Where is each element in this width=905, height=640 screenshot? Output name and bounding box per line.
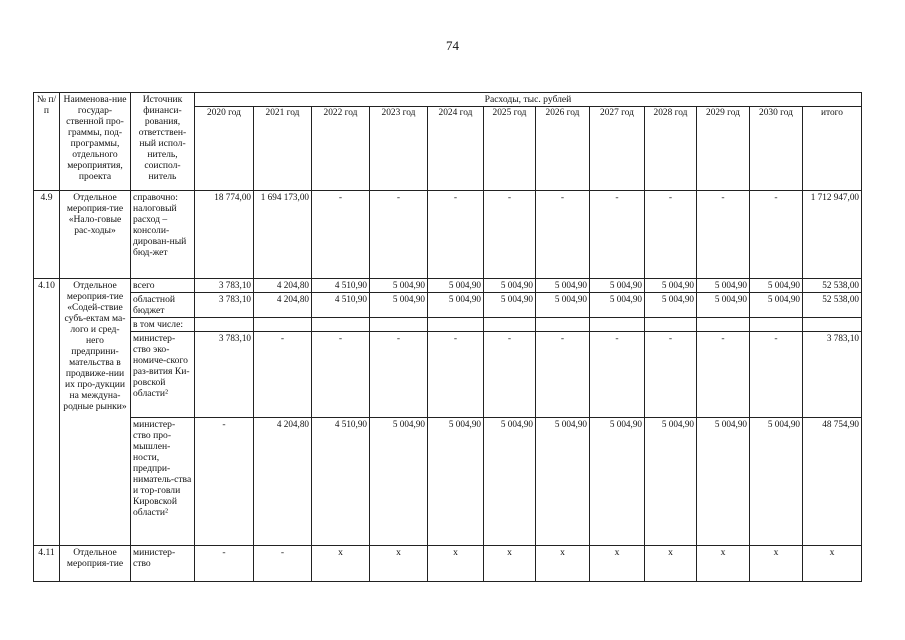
value-cell: - [195, 418, 254, 546]
value-cell: 4 510,90 [312, 293, 370, 318]
value-cell: 5 004,90 [645, 293, 697, 318]
header-year: 2030 год [750, 107, 803, 191]
header-year: 2027 год [590, 107, 645, 191]
value-cell: 18 774,00 [195, 191, 254, 279]
value-cell: 5 004,90 [428, 293, 484, 318]
value-cell: 5 004,90 [536, 418, 590, 546]
row-number: 4.9 [34, 191, 60, 279]
table-row-4-10-including [34, 318, 862, 332]
value-cell: x [428, 546, 484, 582]
total-cell: 3 783,10 [803, 332, 862, 418]
value-cell: - [590, 191, 645, 279]
value-cell: 5 004,90 [536, 293, 590, 318]
value-cell: 5 004,90 [428, 418, 484, 546]
header-year: 2025 год [484, 107, 536, 191]
value-cell: 5 004,90 [697, 418, 750, 546]
value-cell: - [590, 332, 645, 418]
row-name: Отдельное мероприя-тие «Нало-говые рас-ходы» [60, 191, 131, 279]
header-year: 2022 год [312, 107, 370, 191]
empty-cell [428, 318, 484, 332]
value-cell: x [590, 546, 645, 582]
row-source: министер-ство эко-номиче-ского раз-вития Ки-ровской области² [131, 332, 195, 418]
header-num: № п/п [34, 93, 60, 191]
table-row-4-9 [34, 191, 862, 279]
value-cell: - [428, 332, 484, 418]
value-cell: 5 004,90 [590, 418, 645, 546]
table-row-4-10-econ [34, 332, 862, 418]
row-source: министер-ство [131, 546, 195, 582]
value-cell: 4 204,80 [254, 279, 312, 293]
value-cell: - [645, 191, 697, 279]
value-cell: 5 004,90 [484, 279, 536, 293]
empty-cell [254, 318, 312, 332]
value-cell: 5 004,90 [370, 279, 428, 293]
row-name: Отдельное мероприя-тие [60, 546, 131, 582]
value-cell: 5 004,90 [590, 293, 645, 318]
value-cell: - [370, 191, 428, 279]
value-cell: 5 004,90 [590, 279, 645, 293]
empty-cell [750, 318, 803, 332]
header-year: 2026 год [536, 107, 590, 191]
value-cell: 4 510,90 [312, 279, 370, 293]
value-cell: x [370, 546, 428, 582]
value-cell: x [312, 546, 370, 582]
value-cell: x [645, 546, 697, 582]
empty-cell [195, 318, 254, 332]
value-cell: 5 004,90 [484, 293, 536, 318]
empty-cell [312, 318, 370, 332]
value-cell: 5 004,90 [750, 418, 803, 546]
total-cell: 52 538,00 [803, 279, 862, 293]
value-cell: - [536, 332, 590, 418]
value-cell: 4 204,80 [254, 293, 312, 318]
value-cell: 5 004,90 [697, 293, 750, 318]
value-cell: - [312, 332, 370, 418]
row-number: 4.11 [34, 546, 60, 582]
value-cell: - [254, 546, 312, 582]
table-row-4-11 [34, 546, 862, 582]
value-cell: - [254, 332, 312, 418]
value-cell: 5 004,90 [645, 418, 697, 546]
total-cell: 1 712 947,00 [803, 191, 862, 279]
header-total: итого [803, 107, 862, 191]
value-cell: 5 004,90 [428, 279, 484, 293]
empty-cell [803, 318, 862, 332]
empty-cell [370, 318, 428, 332]
header-expenses: Расходы, тыс. рублей [195, 93, 862, 107]
header-year: 2023 год [370, 107, 428, 191]
budget-table [33, 92, 862, 582]
value-cell: - [312, 191, 370, 279]
empty-cell [536, 318, 590, 332]
value-cell: 3 783,10 [195, 332, 254, 418]
value-cell: - [370, 332, 428, 418]
value-cell: 5 004,90 [370, 293, 428, 318]
including-label: в том числе: [131, 318, 195, 332]
row-source: справочно: налоговый расход – консоли-дирован-ный бюд-жет [131, 191, 195, 279]
table-row-4-10-regional [34, 293, 862, 318]
value-cell: 3 783,10 [195, 279, 254, 293]
row-source: всего [131, 279, 195, 293]
total-cell: 52 538,00 [803, 293, 862, 318]
value-cell: - [697, 332, 750, 418]
value-cell: 4 204,80 [254, 418, 312, 546]
header-year: 2020 год [195, 107, 254, 191]
header-year: 2029 год [697, 107, 750, 191]
row-name: Отдельное мероприя-тие «Содей-ствие субъ-ектам ма-лого и сред-него предприни-мательства в продвиже-нии их про-дукции на междуна-родные рынки» [60, 279, 131, 546]
value-cell: - [428, 191, 484, 279]
table-row-4-10-industry [34, 418, 862, 546]
value-cell: 4 510,90 [312, 418, 370, 546]
value-cell: - [750, 332, 803, 418]
empty-cell [697, 318, 750, 332]
value-cell: 5 004,90 [750, 293, 803, 318]
value-cell: x [536, 546, 590, 582]
empty-cell [590, 318, 645, 332]
value-cell: - [484, 332, 536, 418]
value-cell: 5 004,90 [697, 279, 750, 293]
total-cell: x [803, 546, 862, 582]
value-cell: - [750, 191, 803, 279]
header-year: 2021 год [254, 107, 312, 191]
value-cell: 5 004,90 [370, 418, 428, 546]
value-cell: - [645, 332, 697, 418]
total-cell: 48 754,90 [803, 418, 862, 546]
value-cell: 3 783,10 [195, 293, 254, 318]
value-cell: - [697, 191, 750, 279]
header-source: Источник финанси-рования, ответствен-ный испол-нитель, соиспол-нитель [131, 93, 195, 191]
empty-cell [484, 318, 536, 332]
header-year: 2024 год [428, 107, 484, 191]
header-year: 2028 год [645, 107, 697, 191]
row-number: 4.10 [34, 279, 60, 546]
header-row-1 [34, 93, 862, 107]
row-source: областной бюджет [131, 293, 195, 318]
page-number: 74 [446, 38, 459, 53]
value-cell: 5 004,90 [484, 418, 536, 546]
row-source: министер-ство про-мышлен-ности, предпри-ниматель-ства и тор-говли Кировской области² [131, 418, 195, 546]
value-cell: x [750, 546, 803, 582]
value-cell: - [484, 191, 536, 279]
table-row-4-10-total [34, 279, 862, 293]
value-cell: 5 004,90 [536, 279, 590, 293]
value-cell: x [697, 546, 750, 582]
value-cell: 1 694 173,00 [254, 191, 312, 279]
value-cell: - [536, 191, 590, 279]
empty-cell [645, 318, 697, 332]
value-cell: 5 004,90 [750, 279, 803, 293]
value-cell: x [484, 546, 536, 582]
header-name: Наименова-ние государ-ственной про-граммы, под-программы, отдельного мероприятия, проекта [60, 93, 131, 191]
value-cell: 5 004,90 [645, 279, 697, 293]
value-cell: - [195, 546, 254, 582]
